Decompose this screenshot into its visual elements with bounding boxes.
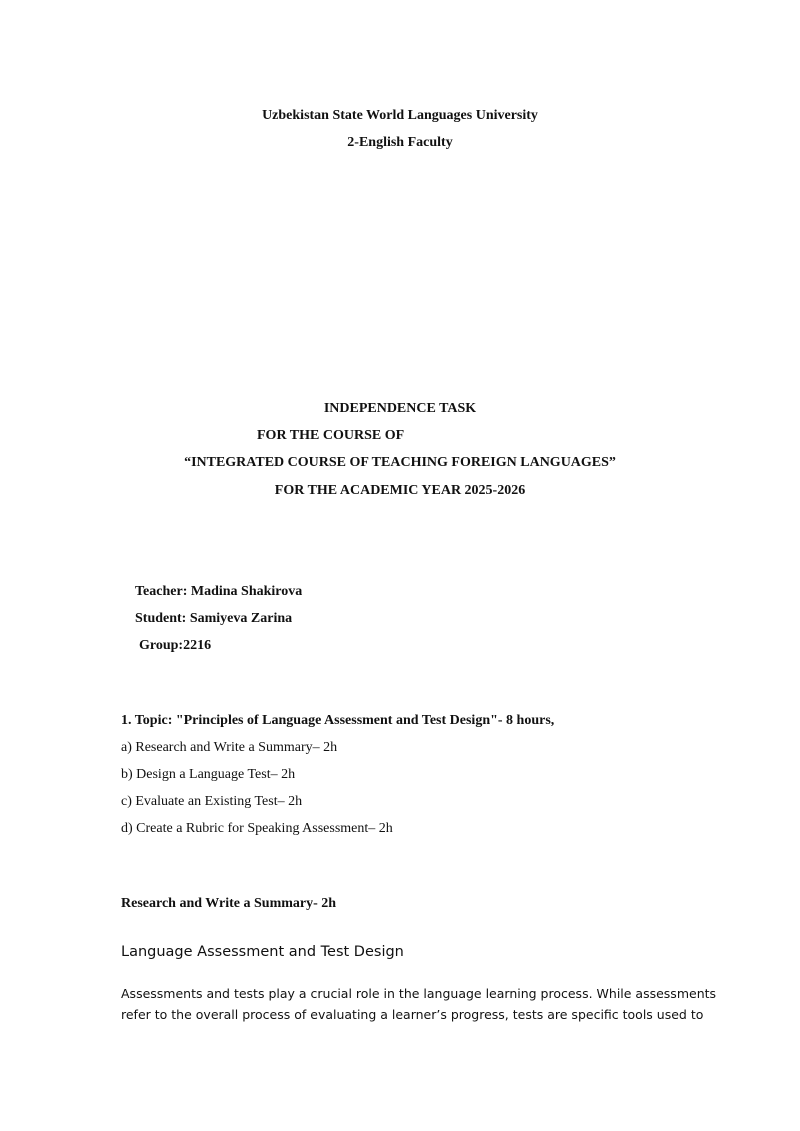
topic-item: a) Research and Write a Summary– 2h — [121, 740, 338, 755]
paragraph-line: refer to the overall process of evaluating a learner’s progress, tests are specific tools used to — [121, 1006, 704, 1022]
title-line-1: INDEPENDENCE TASK — [323, 401, 477, 416]
faculty-name: 2-English Faculty — [347, 135, 453, 150]
title-line-2: FOR THE COURSE OF — [257, 428, 405, 443]
section-heading: Research and Write a Summary- 2h — [121, 896, 337, 911]
topic-heading: 1. Topic: "Principles of Language Assessment and Test Design"- 8 hours, — [121, 713, 555, 728]
academic-year: FOR THE ACADEMIC YEAR 2025-2026 — [274, 483, 526, 498]
topic-item: d) Create a Rubric for Speaking Assessment– 2h — [121, 821, 393, 836]
section-subheading: Language Assessment and Test Design — [121, 944, 404, 960]
topic-item: c) Evaluate an Existing Test– 2h — [121, 794, 303, 809]
group-line: Group:2216 — [139, 638, 212, 653]
course-title: “INTEGRATED COURSE OF TEACHING FOREIGN LANGUAGES” — [184, 455, 616, 470]
topic-item: b) Design a Language Test– 2h — [121, 767, 296, 782]
teacher-line: Teacher: Madina Shakirova — [135, 584, 303, 599]
university-name: Uzbekistan State World Languages University — [262, 108, 538, 123]
student-line: Student: Samiyeva Zarina — [135, 611, 293, 626]
body-paragraph — [121, 984, 717, 1025]
paragraph-line: Assessments and tests play a crucial role in the language learning process. While assessments — [121, 986, 717, 1001]
